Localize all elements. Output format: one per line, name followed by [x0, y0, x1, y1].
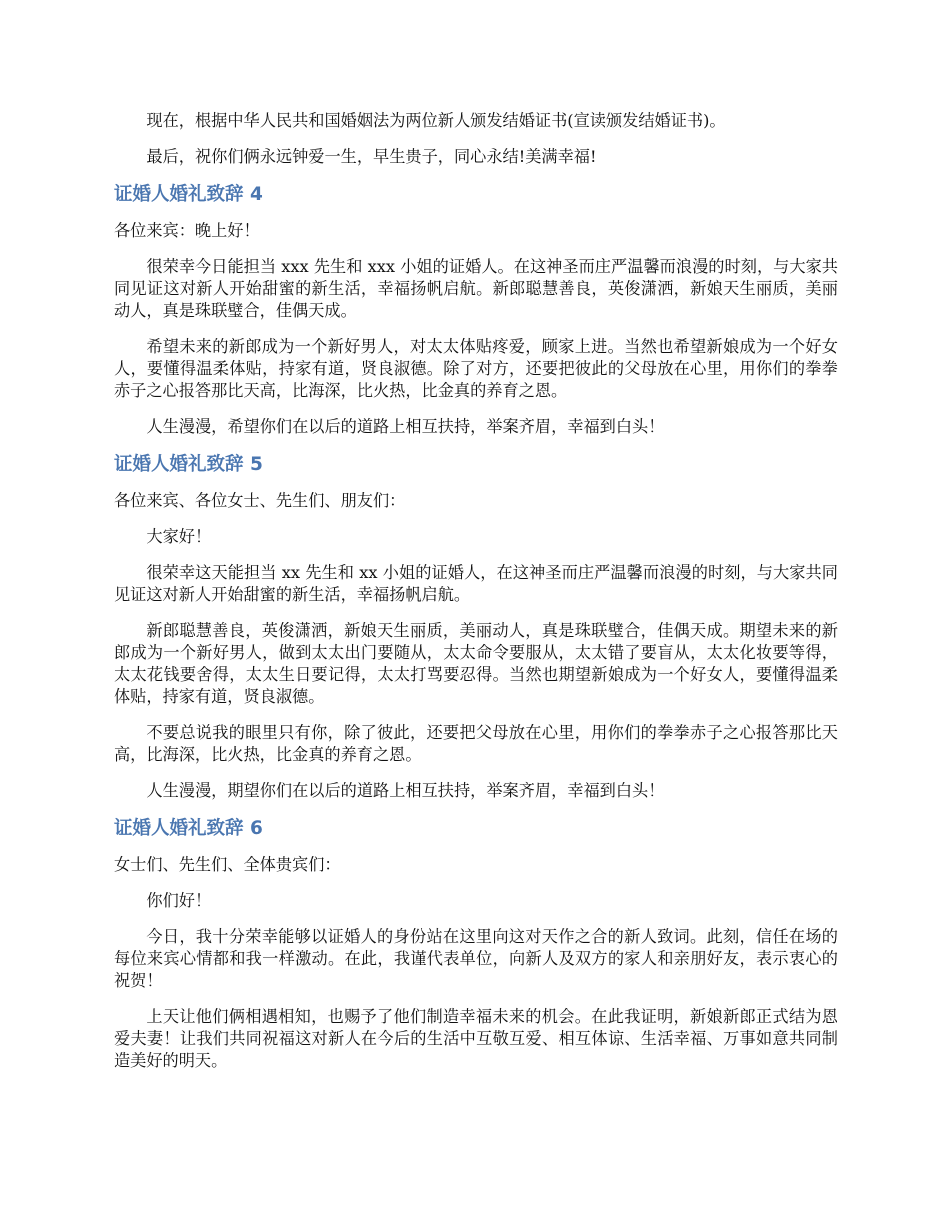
- paragraph: 现在，根据中华人民共和国婚姻法为两位新人颁发结婚证书(宣读颁发结婚证书)。: [146, 111, 726, 130]
- paragraph: 最后，祝你们俩永远钟爱一生，早生贵子，同心永结!美满幸福!: [146, 147, 597, 166]
- greeting: 各位来宾：晚上好！: [114, 221, 260, 240]
- paragraph: 人生漫漫，期望你们在以后的道路上相互扶持，举案齐眉，幸福到白头！: [146, 781, 665, 800]
- section-speech-6: [114, 816, 838, 1072]
- paragraph: 不要总说我的眼里只有你，除了彼此，还要把父母放在心里，用你们的拳拳赤子之心报答那比天高，比海深，比火热，比金真的养育之恩。: [114, 723, 838, 764]
- section-heading: 证婚人婚礼致辞 5: [114, 454, 263, 475]
- greeting: 女士们、先生们、全体贵宾们：: [114, 855, 341, 874]
- paragraph: 大家好！: [146, 527, 212, 546]
- paragraph: 很荣幸今日能担当 xxx 先生和 xxx 小姐的证婚人。在这神圣而庄严温馨而浪漫的时刻，与大家共同见证这对新人开始甜蜜的新生活，幸福扬帆启航。新郎聪慧善良，英俊潇洒，新娘天生丽质，美丽动人，真是珠联璧合，佳偶天成。: [114, 257, 838, 320]
- paragraph: 上天让他们俩相遇相知，也赐予了他们制造幸福未来的机会。在此我证明，新娘新郎正式结为恩爱夫妻！让我们共同祝福这对新人在今后的生活中互敬互爱、相互体谅、生活幸福、万事如意共同制造美好的明天。: [114, 1007, 838, 1070]
- paragraph: 很荣幸这天能担当 xx 先生和 xx 小姐的证婚人，在这神圣而庄严温馨而浪漫的时刻，与大家共同见证这对新人开始甜蜜的新生活，幸福扬帆启航。: [114, 563, 838, 604]
- paragraph: 人生漫漫，希望你们在以后的道路上相互扶持，举案齐眉，幸福到白头！: [146, 417, 665, 436]
- paragraph: 希望未来的新郎成为一个新好男人，对太太体贴疼爱，顾家上进。当然也希望新娘成为一个好女人，要懂得温柔体贴，持家有道，贤良淑德。除了对方，还要把彼此的父母放在心里，用你们的拳拳赤子之心报答那比天高，比海深，比火热，比金真的养育之恩。: [114, 337, 838, 400]
- greeting: 各位来宾、各位女士、先生们、朋友们：: [114, 491, 406, 510]
- paragraph: 今日，我十分荣幸能够以证婚人的身份站在这里向这对天作之合的新人致词。此刻，信任在场的每位来宾心情都和我一样激动。在此，我谨代表单位，向新人及双方的家人和亲朋好友，表示衷心的祝贺！: [114, 927, 838, 990]
- paragraph: 你们好！: [146, 891, 212, 910]
- section-heading: 证婚人婚礼致辞 4: [114, 184, 263, 205]
- paragraph: 新郎聪慧善良，英俊潇洒，新娘天生丽质，美丽动人，真是珠联璧合，佳偶天成。期望未来的新郎成为一个新好男人，做到太太出门要随从，太太命令要服从，太太错了要盲从，太太化妆要等得，太太花钱要舍得，太太生日要记得，太太打骂要忍得。当然也期望新娘成为一个好女人，要懂得温柔体贴，持家有道，贤良淑德。: [114, 621, 838, 706]
- section-speech-4: [114, 182, 838, 438]
- section-heading: 证婚人婚礼致辞 6: [114, 818, 263, 839]
- section-speech-5: [114, 452, 838, 802]
